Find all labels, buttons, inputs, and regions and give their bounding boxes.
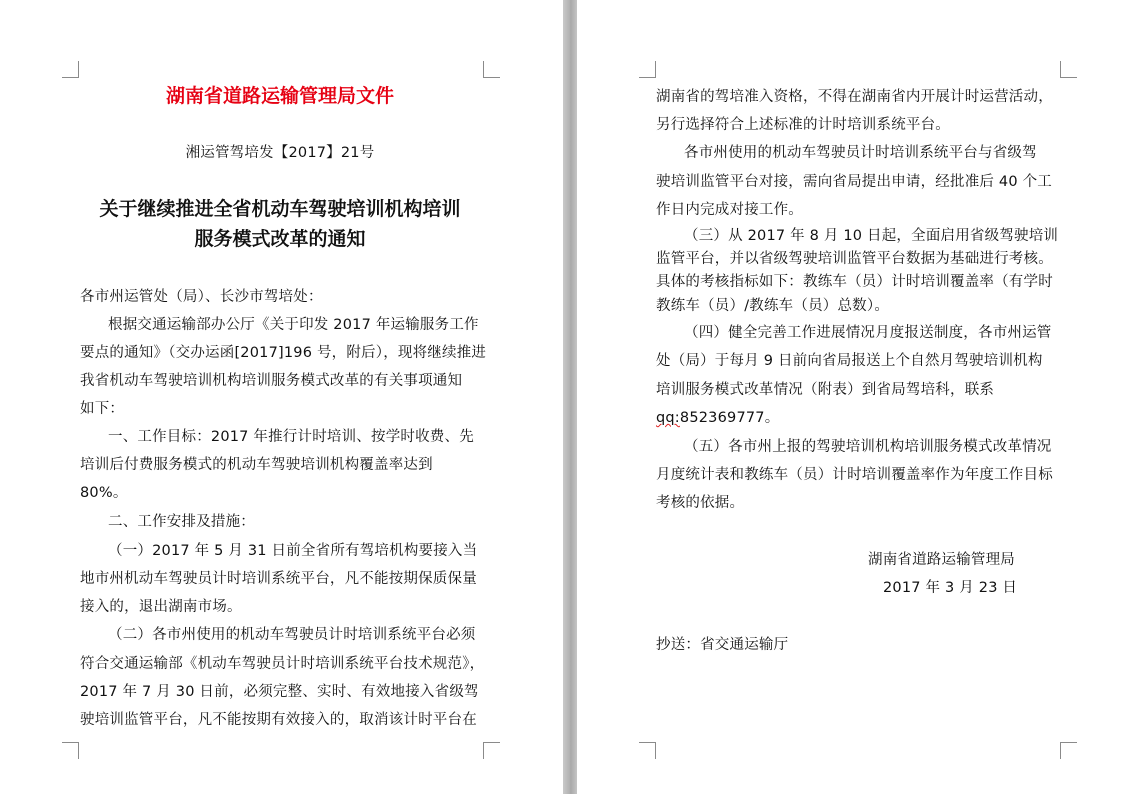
body-line: 各市州运管处（局）、长沙市驾培处： bbox=[80, 289, 323, 305]
body-line: 我省机动车驾驶培训机构培训服务模式改革的有关事项通知 bbox=[80, 373, 463, 389]
signature-date: 2017 年 3 月 23 日 bbox=[883, 580, 1018, 596]
crop-mark-top-left bbox=[639, 61, 656, 78]
crop-mark-bottom-left bbox=[62, 742, 79, 759]
body-line: 监管平台，并以省级驾驶培训监管平台数据为基础进行考核。 bbox=[656, 251, 1053, 267]
body-line: （四）健全完善工作进展情况月度报送制度，各市州运管 bbox=[684, 325, 1052, 341]
document-page-right bbox=[577, 0, 1137, 794]
body-line: 教练车（员）/教练车（员）总数）。 bbox=[656, 298, 890, 314]
body-line: 各市州使用的机动车驾驶员计时培训系统平台与省级驾 bbox=[684, 145, 1037, 161]
crop-mark-top-right bbox=[1060, 61, 1077, 78]
body-line: 月度统计表和教练车（员）计时培训覆盖率作为年度工作目标 bbox=[656, 467, 1053, 483]
body-line: 湖南省的驾培准入资格，不得在湖南省内开展计时运营活动， bbox=[656, 89, 1053, 105]
notice-title-line-2: 服务模式改革的通知 bbox=[194, 228, 366, 250]
body-line: 二、工作安排及措施： bbox=[108, 514, 255, 530]
body-line: 要点的通知》（交办运函[2017]196 号，附后），现将继续推进 bbox=[80, 345, 487, 361]
body-line: 根据交通运输部办公厅《关于印发 2017 年运输服务工作 bbox=[108, 317, 479, 333]
signature-organization: 湖南省道路运输管理局 bbox=[868, 552, 1015, 568]
body-line: （二）各市州使用的机动车驾驶员计时培训系统平台必须 bbox=[108, 627, 476, 643]
body-line: 2017 年 7 月 30 日前，必须完整、实时、有效地接入省级驾 bbox=[80, 684, 479, 700]
body-line: 培训后付费服务模式的机动车驾驶培训机构覆盖率达到 bbox=[80, 457, 433, 473]
body-line: 接入的，退出湖南市场。 bbox=[80, 599, 242, 615]
body-line: 培训服务模式改革情况（附表）到省局驾培科，联系 bbox=[656, 382, 995, 398]
body-line: 一、工作目标：2017 年推行计时培训、按学时收费、先 bbox=[108, 429, 474, 445]
body-line: 地市州机动车驾驶员计时培训系统平台，凡不能按期保质保量 bbox=[80, 571, 477, 587]
page-gutter bbox=[563, 0, 577, 794]
body-line: 驶培训监管平台对接，需向省局提出申请，经批准后 40 个工 bbox=[656, 174, 1052, 190]
body-line: 驶培训监管平台，凡不能按期有效接入的，取消该计时平台在 bbox=[80, 712, 477, 728]
document-page-left bbox=[0, 0, 563, 794]
crop-mark-top-right bbox=[483, 61, 500, 78]
cc-line: 抄送：省交通运输厅 bbox=[656, 637, 789, 653]
body-line: 80%。 bbox=[80, 485, 128, 501]
crop-mark-bottom-right bbox=[483, 742, 500, 759]
body-line: 作日内完成对接工作。 bbox=[656, 202, 803, 218]
notice-title-line-1: 关于继续推进全省机动车驾驶培训机构培训 bbox=[99, 198, 461, 220]
body-line: （一）2017 年 5 月 31 日前全省所有驾培机构要接入当 bbox=[108, 543, 478, 559]
body-line: 具体的考核指标如下：教练车（员）计时培训覆盖率（有学时 bbox=[656, 274, 1053, 290]
crop-mark-top-left bbox=[62, 61, 79, 78]
body-line: （三）从 2017 年 8 月 10 日起，全面启用省级驾驶培训 bbox=[684, 228, 1059, 244]
body-line: 如下： bbox=[80, 401, 125, 417]
body-line: 另行选择符合上述标准的计时培训系统平台。 bbox=[656, 117, 950, 133]
document-header-title: 湖南省道路运输管理局文件 bbox=[165, 85, 394, 107]
crop-mark-bottom-left bbox=[639, 742, 656, 759]
contact-line bbox=[656, 408, 779, 428]
body-line: 处（局）于每月 9 日前向省局报送上个自然月驾驶培训机构 bbox=[656, 353, 1043, 369]
qq-label: qq: bbox=[656, 410, 680, 426]
body-line: 考核的依据。 bbox=[656, 495, 745, 511]
body-line: 符合交通运输部《机动车驾驶员计时培训系统平台技术规范》， bbox=[80, 656, 485, 672]
body-line: （五）各市州上报的驾驶培训机构培训服务模式改革情况 bbox=[684, 439, 1052, 455]
crop-mark-bottom-right bbox=[1060, 742, 1077, 759]
document-number: 湘运管驾培发【2017】21号 bbox=[185, 145, 375, 161]
contact-number: 852369777。 bbox=[679, 410, 780, 426]
